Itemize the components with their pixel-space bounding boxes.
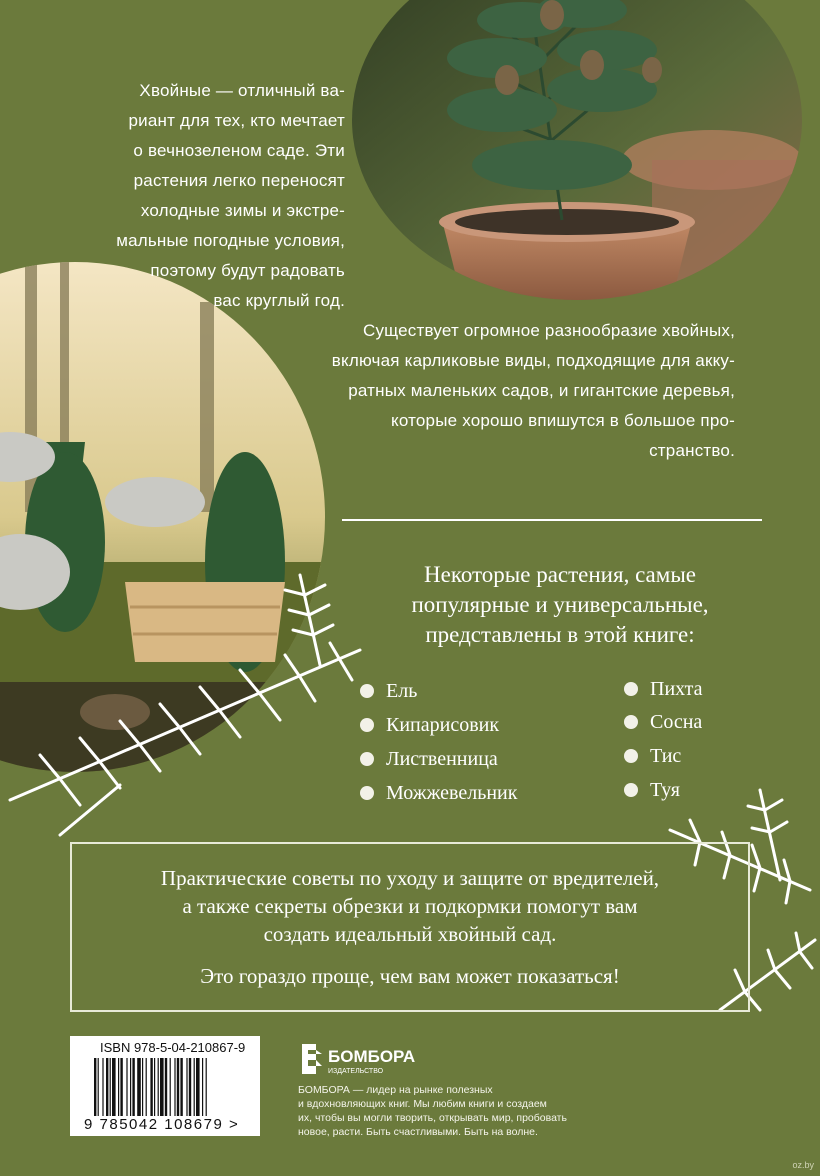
barcode-bar [120,1058,122,1116]
bullet-dot [360,718,374,732]
plants-intro-line: популярные и универсальные, [411,592,709,617]
plant-name: Сосна [650,711,703,733]
variety-line: Существует огромное разнообразие хвойных, [362,321,735,340]
intro-line: растения легко переносят [133,171,345,190]
intro-paragraph [60,76,345,316]
variety-line: включая карликовые виды, подходящие для акку- [331,351,735,370]
publisher-description [298,1083,588,1139]
barcode-bar [126,1058,127,1116]
barcode-bar [130,1058,131,1116]
barcode-bar [158,1058,159,1116]
publisher-line: БОМБОРА — лидер на рынке полезных [298,1084,493,1096]
intro-line: о вечнозеленом саде. Эти [133,141,345,160]
plant-name: Туя [650,779,680,801]
variety-line: ратных маленьких садов, и гигантские деревья, [348,381,735,400]
plant-name: Лиственница [386,748,498,770]
plant-item [624,745,681,768]
plant-item [360,748,498,771]
site-watermark: oz.by [792,1160,814,1170]
publisher-logo [298,1040,428,1085]
barcode-bar [196,1058,200,1116]
potted-pine-photo [352,0,802,300]
barcode-bar [142,1058,143,1116]
variety-line: странство. [649,441,735,460]
tips-line: а также секреты обрезки и подкормки помогут вам [182,894,638,918]
barcode-bar [154,1058,155,1116]
plant-name: Тис [650,745,682,767]
publisher-line: и вдохновляющих книг. Мы любим книги и создаем [298,1098,547,1110]
barcode-bar [186,1058,187,1116]
isbn-digits: 9 785042 108679 > [84,1116,240,1133]
plant-item [360,680,417,703]
tips-closing-line: Это гораздо проще, чем вам может показаться! [200,964,620,988]
tips-text [72,864,748,948]
bombora-logo-icon [298,1040,428,1080]
isbn-label: ISBN 978-5-04-210867-9 [100,1040,246,1055]
tips-line: создать идеальный хвойный сад. [263,922,557,946]
intro-line: поэтому будут радовать [150,261,345,280]
plant-item [360,714,499,737]
tips-line: Практические советы по уходу и защите от вредителей, [160,866,660,890]
barcode-bar [177,1058,179,1116]
variety-line: которые хорошо впишутся в большое про- [391,411,735,430]
intro-line: риант для тех, кто мечтает [128,111,345,130]
tips-closing [72,962,748,990]
plant-item [624,711,702,734]
barcode-bar [170,1058,171,1116]
barcode [94,1058,250,1116]
barcode-bar [98,1058,99,1116]
barcode-bar [174,1058,175,1116]
section-divider [342,519,762,521]
publisher-line: новое, расти. Быть счастливыми. Быть на волне. [298,1126,538,1138]
plants-intro [360,560,760,650]
barcode-bar [180,1058,182,1116]
plant-name: Пихта [650,678,703,700]
plant-name: Кипарисовик [386,714,500,736]
isbn-barcode-block [70,1036,260,1136]
plant-item [360,782,517,805]
plants-intro-line: представлены в этой книге: [425,622,695,647]
plants-intro-line: Некоторые растения, самые [424,562,696,587]
bullet-dot [360,684,374,698]
barcode-bar [160,1058,164,1116]
barcode-bar [206,1058,207,1116]
barcode-bar [189,1058,191,1116]
publisher-sub: ИЗДАТЕЛЬСТВО [328,1068,384,1075]
bullet-dot [624,749,638,763]
barcode-bar [165,1058,167,1116]
barcode-bar [137,1058,141,1116]
barcode-bar [102,1058,103,1116]
barcode-bar [194,1058,195,1116]
tips-box [70,842,750,1012]
pine-branch-decoration-left [0,545,380,845]
barcode-bar [118,1058,119,1116]
bullet-dot [624,682,638,696]
intro-line: мальные погодные условия, [116,231,345,250]
bullet-dot [624,715,638,729]
bullet-dot [360,786,374,800]
bullet-dot [360,752,374,766]
plant-item [624,678,703,701]
bullet-dot [624,783,638,797]
intro-line: вас круглый год. [213,291,345,310]
barcode-bar [132,1058,134,1116]
barcode-bar [106,1058,108,1116]
plant-item [624,779,680,802]
barcode-bar [112,1058,116,1116]
publisher-name: БОМБОРА [328,1047,416,1066]
barcode-bar [146,1058,147,1116]
variety-paragraph [255,316,735,466]
barcode-bar [110,1058,111,1116]
intro-line: холодные зимы и экстре- [140,201,345,220]
barcode-bar [150,1058,152,1116]
plant-name: Можжевельник [386,782,518,804]
intro-line: Хвойные — отличный ва- [139,81,345,100]
barcode-bar [94,1058,96,1116]
publisher-line: их, чтобы вы могли творить, открывать мир, пробовать [298,1112,567,1124]
plant-name: Ель [386,680,418,702]
barcode-bar [202,1058,203,1116]
